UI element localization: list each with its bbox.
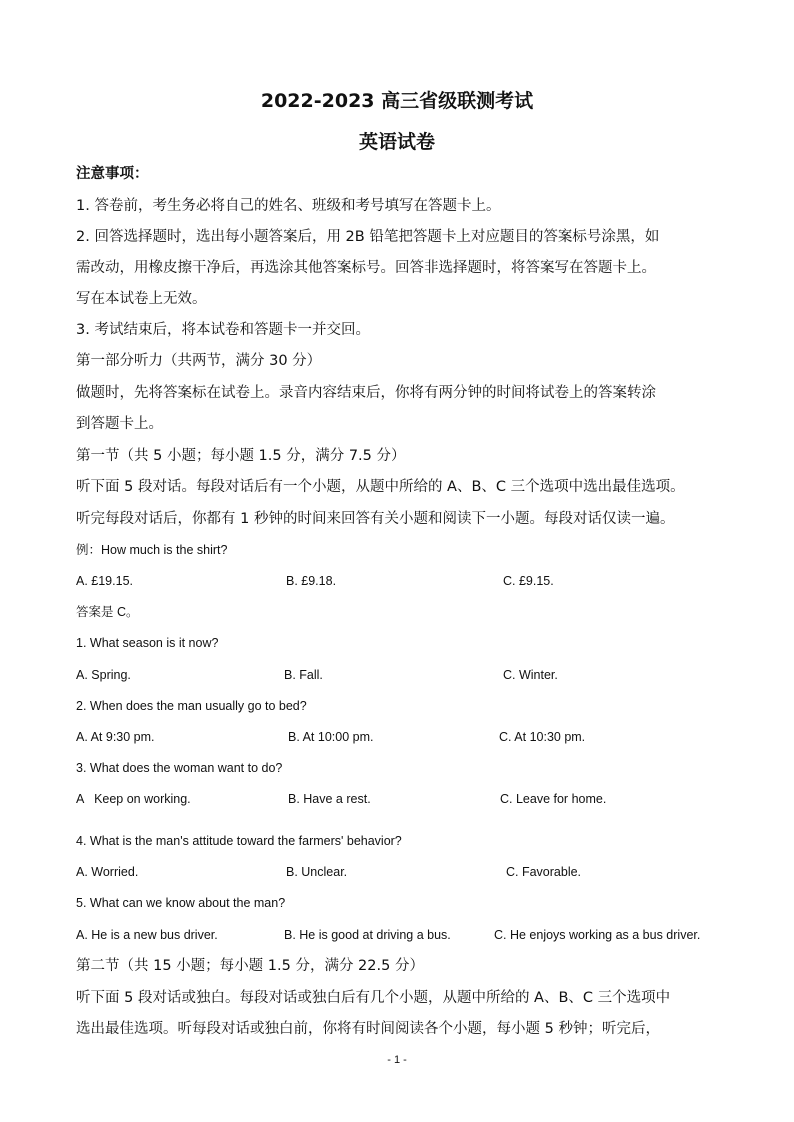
example-option-a: A. £19.15. [76, 574, 133, 588]
part1-instruction-line-2: 到答题卡上。 [76, 416, 163, 432]
part1-heading: 第一部分听力（共两节，满分 30 分） [76, 353, 322, 369]
question-5: 5. What can we know about the man? [76, 896, 286, 910]
question-5-option-a: A. He is a new bus driver. [76, 928, 218, 942]
section1-heading: 第一节（共 5 小题；每小题 1.5 分，满分 7.5 分） [76, 448, 406, 464]
example-option-b: B. £9.18. [286, 574, 337, 588]
question-5-option-b: B. He is good at driving a bus. [284, 928, 451, 942]
question-2: 2. When does the man usually go to bed? [76, 699, 307, 713]
example-question: 例：How much is the shirt? [76, 543, 228, 557]
question-2-option-a: A. At 9:30 pm. [76, 730, 155, 744]
notice-item-1: 1. 答卷前，考生务必将自己的姓名、班级和考号填写在答题卡上。 [76, 198, 501, 214]
question-3-option-b: B. Have a rest. [288, 792, 371, 806]
question-2-option-b: B. At 10:00 pm. [288, 730, 374, 744]
section1-instruction-line-2: 听完每段对话后，你都有 1 秒钟的时间来回答有关小题和阅读下一小题。每段对话仅读一遍。 [76, 511, 675, 527]
part1-instruction-line-1: 做题时，先将答案标在试卷上。录音内容结束后，你将有两分钟的时间将试卷上的答案转涂 [76, 385, 656, 401]
notice-heading: 注意事项： [76, 166, 149, 182]
question-3-option-a: A Keep on working. [76, 792, 191, 806]
notice-item-3: 3. 考试结束后，将本试卷和答题卡一并交回。 [76, 322, 370, 338]
question-4-option-c: C. Favorable. [506, 865, 582, 879]
notice-item-2-line-1: 2. 回答选择题时，选出每小题答案后，用 2B 铅笔把答题卡上对应题目的答案标号涂黑，如 [76, 229, 660, 245]
question-1: 1. What season is it now? [76, 636, 219, 650]
question-1-option-a: A. Spring. [76, 668, 131, 682]
question-3-option-c: C. Leave for home. [500, 792, 607, 806]
question-2-option-c: C. At 10:30 pm. [499, 730, 586, 744]
example-option-c: C. £9.15. [503, 574, 554, 588]
question-1-option-c: C. Winter. [503, 668, 558, 682]
question-5-option-c: C. He enjoys working as a bus driver. [494, 928, 701, 942]
question-4-option-b: B. Unclear. [286, 865, 348, 879]
notice-item-2-line-3: 写在本试卷上无效。 [76, 291, 207, 307]
question-3: 3. What does the woman want to do? [76, 761, 283, 775]
section1-instruction-line-1: 听下面 5 段对话。每段对话后有一个小题，从题中所给的 A、B、C 三个选项中选出最佳选项。 [76, 479, 685, 495]
question-4: 4. What is the man's attitude toward the farmers' behavior? [76, 834, 402, 848]
page-number: - 1 - [387, 1054, 407, 1066]
section2-instruction-line-2: 选出最佳选项。听每段对话或独白前，你将有时间阅读各个小题，每小题 5 秒钟；听完后， [76, 1021, 660, 1037]
question-4-option-a: A. Worried. [76, 865, 139, 879]
section2-heading: 第二节（共 15 小题；每小题 1.5 分，满分 22.5 分） [76, 958, 424, 974]
exam-subtitle: 英语试卷 [358, 131, 435, 153]
example-answer: 答案是 C。 [76, 605, 139, 619]
notice-item-2-line-2: 需改动，用橡皮擦干净后，再选涂其他答案标号。回答非选择题时，将答案写在答题卡上。 [76, 260, 656, 276]
exam-title: 2022-2023 高三省级联测考试 [260, 90, 534, 112]
question-1-option-b: B. Fall. [284, 668, 323, 682]
section2-instruction-line-1: 听下面 5 段对话或独白。每段对话或独白后有几个小题，从题中所给的 A、B、C 三个选项中 [76, 990, 671, 1006]
